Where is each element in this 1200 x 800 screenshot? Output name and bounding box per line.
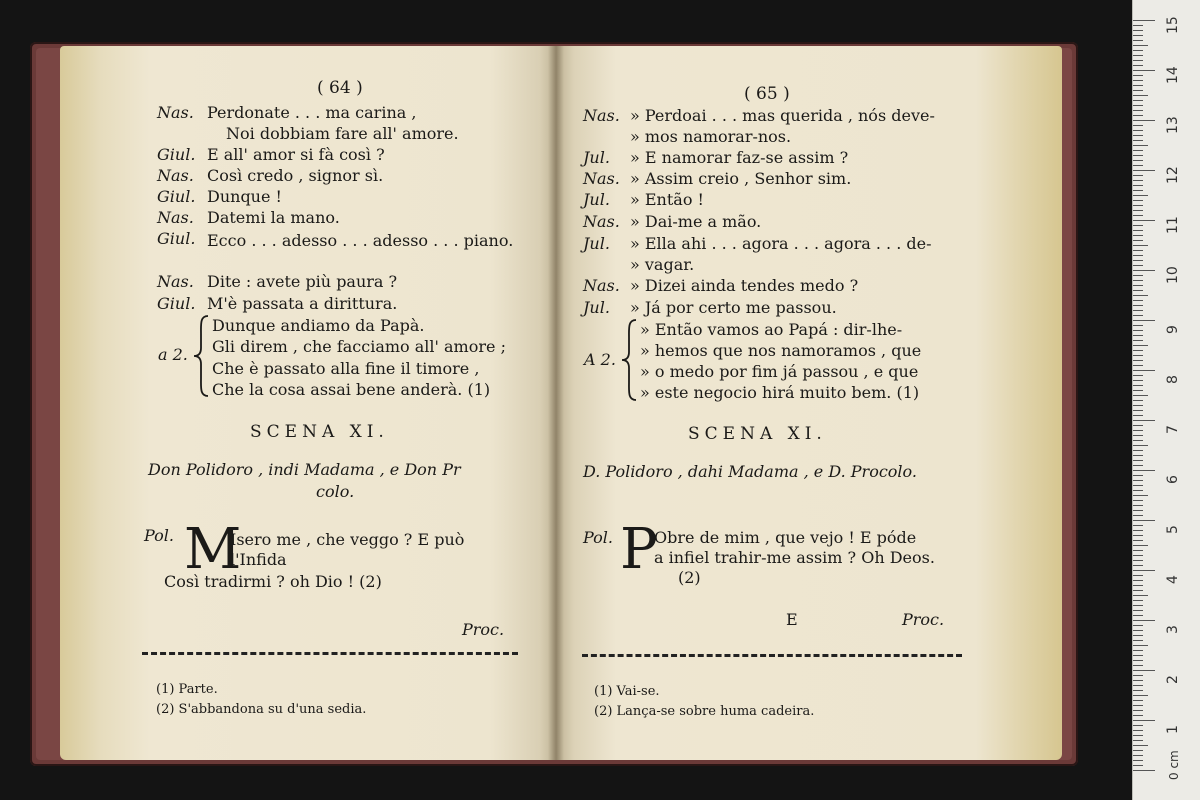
ruler-label: 5 — [1165, 525, 1181, 534]
ruler-tick — [1133, 40, 1143, 41]
ruler-tick — [1133, 390, 1143, 391]
ruler-tick — [1133, 640, 1143, 641]
ruler-tick — [1133, 535, 1143, 536]
speaker: Jul. — [583, 190, 610, 209]
verse-line: » vagar. — [630, 255, 695, 274]
footnote-rule — [582, 654, 962, 657]
ruler-tick — [1133, 185, 1143, 186]
ruler-tick — [1133, 320, 1155, 321]
ruler-label: 2 — [1165, 675, 1181, 684]
ruler-tick — [1133, 695, 1148, 696]
ruler-tick — [1133, 365, 1143, 366]
right-page — [556, 46, 1062, 760]
ruler-tick — [1133, 475, 1143, 476]
ruler-tick — [1133, 155, 1143, 156]
ruler-tick — [1133, 745, 1148, 746]
ruler-tick — [1133, 730, 1143, 731]
verse-line: Isero me , che veggo ? E può — [230, 530, 465, 549]
verse-line: Ecco . . . adesso . . . adesso . . . piano. — [207, 231, 514, 250]
speaker: Pol. — [583, 528, 613, 547]
ruler-tick — [1133, 450, 1143, 451]
ruler-tick — [1133, 85, 1143, 86]
ruler-tick — [1133, 220, 1155, 221]
verse-line: » Então ! — [630, 190, 704, 209]
ruler-tick — [1133, 630, 1143, 631]
verse-line: Noi dobbiam fare all' amore. — [226, 124, 459, 143]
ruler-tick — [1133, 685, 1143, 686]
ruler-tick — [1133, 525, 1143, 526]
curly-brace — [192, 314, 212, 398]
ruler-tick — [1133, 170, 1155, 171]
ruler-tick — [1133, 530, 1143, 531]
ruler-tick — [1133, 515, 1143, 516]
scene-heading: SCENA XI. — [688, 424, 827, 444]
ruler-tick — [1133, 400, 1143, 401]
ruler-tick — [1133, 230, 1143, 231]
ruler-tick — [1133, 585, 1143, 586]
speaker: Nas. — [583, 169, 620, 188]
ruler-tick — [1133, 550, 1143, 551]
ruler-label: 8 — [1165, 375, 1181, 384]
speaker: Nas. — [583, 106, 620, 125]
ruler-tick — [1133, 615, 1143, 616]
verse-line: Datemi la mano. — [207, 208, 340, 227]
ruler-tick — [1133, 340, 1143, 341]
ruler-tick — [1133, 655, 1143, 656]
ruler-tick — [1133, 555, 1143, 556]
left-page — [60, 46, 556, 760]
ruler-tick — [1133, 45, 1148, 46]
drop-cap: P — [620, 517, 658, 582]
ruler-tick — [1133, 470, 1155, 471]
a2-line: » o medo por fim já passou , e que — [640, 362, 919, 381]
verse-line: (2) — [678, 568, 701, 587]
ruler-label: 13 — [1165, 116, 1181, 134]
measuring-ruler — [1132, 0, 1200, 800]
ruler-tick — [1133, 505, 1143, 506]
speaker: Pol. — [144, 526, 174, 545]
ruler-label: 4 — [1165, 575, 1181, 584]
ruler-tick — [1133, 755, 1143, 756]
ruler-tick — [1133, 75, 1143, 76]
ruler-tick — [1133, 80, 1143, 81]
ruler-label: 6 — [1165, 475, 1181, 484]
ruler-tick — [1133, 95, 1148, 96]
ruler-unit: 0 cm — [1167, 750, 1181, 780]
ruler-tick — [1133, 295, 1148, 296]
ruler-tick — [1133, 540, 1143, 541]
ruler-label: 12 — [1165, 166, 1181, 184]
ruler-tick — [1133, 570, 1155, 571]
ruler-tick — [1133, 580, 1143, 581]
signature-mark: E — [786, 610, 798, 629]
speaker: Nas. — [157, 166, 194, 185]
speaker: Nas. — [583, 276, 620, 295]
footnote: (2) S'abbandona su d'una sedia. — [156, 702, 367, 717]
footnote: (1) Vai-se. — [594, 684, 660, 699]
ruler-tick — [1133, 160, 1143, 161]
ruler-tick — [1133, 35, 1143, 36]
ruler-tick — [1133, 665, 1143, 666]
ruler-label: 10 — [1165, 266, 1181, 284]
ruler-tick — [1133, 240, 1143, 241]
ruler-tick — [1133, 710, 1143, 711]
verse-line: l'Infida — [230, 550, 287, 569]
ruler-tick — [1133, 590, 1143, 591]
ruler-tick — [1133, 435, 1143, 436]
a2-label: A 2. — [584, 350, 616, 369]
ruler-tick — [1133, 125, 1143, 126]
ruler-tick — [1133, 20, 1155, 21]
verse-line: Dunque ! — [207, 187, 282, 206]
ruler-tick — [1133, 490, 1143, 491]
ruler-tick — [1133, 420, 1155, 421]
a2-label: a 2. — [158, 345, 188, 364]
ruler-tick — [1133, 375, 1143, 376]
speaker: Giul. — [157, 145, 196, 164]
ruler-tick — [1133, 740, 1143, 741]
scene-heading: SCENA XI. — [250, 422, 389, 442]
ruler-tick — [1133, 280, 1143, 281]
ruler-tick — [1133, 50, 1143, 51]
ruler-tick — [1133, 660, 1143, 661]
verse-line: Perdonate . . . ma carina , — [207, 103, 417, 122]
ruler-tick — [1133, 300, 1143, 301]
ruler-label: 15 — [1165, 16, 1181, 34]
ruler-tick — [1133, 325, 1143, 326]
ruler-tick — [1133, 455, 1143, 456]
ruler-tick — [1133, 510, 1143, 511]
verse-line: » Ella ahi . . . agora . . . agora . . . de- — [630, 234, 932, 253]
ruler-tick — [1133, 115, 1143, 116]
ruler-tick — [1133, 305, 1143, 306]
ruler-tick — [1133, 760, 1143, 761]
verse-line: » Dai-me a mão. — [630, 212, 762, 231]
ruler-tick — [1133, 735, 1143, 736]
stage-direction: Don Polidoro , indi Madama , e Don Pr — [148, 460, 461, 479]
ruler-tick — [1133, 135, 1143, 136]
ruler-tick — [1133, 250, 1143, 251]
ruler-tick — [1133, 645, 1148, 646]
speaker: Nas. — [583, 212, 620, 231]
ruler-tick — [1133, 425, 1143, 426]
verse-line: M'è passata a dirittura. — [207, 294, 398, 313]
verse-line: Dite : avete più paura ? — [207, 272, 398, 291]
ruler-tick — [1133, 690, 1143, 691]
footnote-rule — [142, 652, 518, 655]
ruler-tick — [1133, 600, 1143, 601]
ruler-label: 7 — [1165, 425, 1181, 434]
a2-line: » este negocio hirá muito bem. (1) — [640, 383, 920, 402]
ruler-tick — [1133, 715, 1143, 716]
ruler-tick — [1133, 175, 1143, 176]
a2-line: Gli direm , che facciamo all' amore ; — [212, 337, 506, 356]
ruler-tick — [1133, 410, 1143, 411]
ruler-tick — [1133, 255, 1143, 256]
verse-line: Così credo , signor sì. — [207, 166, 384, 185]
ruler-tick — [1133, 385, 1143, 386]
ruler-tick — [1133, 60, 1143, 61]
footnote: (2) Lança-se sobre huma cadeira. — [594, 704, 815, 719]
verse-line: E all' amor si fà così ? — [207, 145, 385, 164]
ruler-tick — [1133, 480, 1143, 481]
book-gutter — [548, 46, 564, 760]
ruler-tick — [1133, 355, 1143, 356]
a2-line: » Então vamos ao Papá : dir-lhe- — [640, 320, 903, 339]
speaker: Giul. — [157, 229, 196, 248]
verse-line: Obre de mim , que vejo ! E póde — [654, 528, 917, 547]
verse-line: » E namorar faz-se assim ? — [630, 148, 849, 167]
ruler-tick — [1133, 225, 1143, 226]
ruler-tick — [1133, 635, 1143, 636]
ruler-tick — [1133, 500, 1143, 501]
ruler-tick — [1133, 285, 1143, 286]
ruler-tick — [1133, 195, 1148, 196]
ruler-tick — [1133, 350, 1143, 351]
speaker: Giul. — [157, 187, 196, 206]
ruler-label: 14 — [1165, 66, 1181, 84]
ruler-tick — [1133, 180, 1143, 181]
ruler-tick — [1133, 310, 1143, 311]
ruler-tick — [1133, 190, 1143, 191]
ruler-tick — [1133, 675, 1143, 676]
ruler-label: 3 — [1165, 625, 1181, 634]
ruler-tick — [1133, 235, 1143, 236]
ruler-tick — [1133, 395, 1148, 396]
ruler-tick — [1133, 335, 1143, 336]
ruler-tick — [1133, 55, 1143, 56]
ruler-tick — [1133, 380, 1143, 381]
footnote: (1) Parte. — [156, 682, 218, 697]
ruler-tick — [1133, 145, 1148, 146]
speaker: Nas. — [157, 103, 194, 122]
ruler-tick — [1133, 105, 1143, 106]
stage-direction: colo. — [316, 482, 355, 501]
ruler-tick — [1133, 405, 1143, 406]
ruler-tick — [1133, 205, 1143, 206]
ruler-tick — [1133, 575, 1143, 576]
curly-brace — [620, 318, 640, 402]
ruler-tick — [1133, 460, 1143, 461]
ruler-tick — [1133, 495, 1148, 496]
ruler-tick — [1133, 430, 1143, 431]
verse-line: » mos namorar-nos. — [630, 127, 792, 146]
ruler-tick — [1133, 620, 1155, 621]
ruler-tick — [1133, 315, 1143, 316]
ruler-tick — [1133, 765, 1143, 766]
a2-line: Che è passato alla fine il timore , — [212, 359, 480, 378]
ruler-tick — [1133, 165, 1143, 166]
ruler-tick — [1133, 465, 1143, 466]
speaker: Nas. — [157, 272, 194, 291]
ruler-tick — [1133, 120, 1155, 121]
ruler-tick — [1133, 650, 1143, 651]
ruler-label: 1 — [1165, 725, 1181, 734]
ruler-tick — [1133, 215, 1143, 216]
verse-line: » Assim creio , Senhor sim. — [630, 169, 852, 188]
ruler-tick — [1133, 140, 1143, 141]
ruler-label: 11 — [1165, 216, 1181, 234]
ruler-tick — [1133, 345, 1148, 346]
speaker: Jul. — [583, 234, 610, 253]
ruler-tick — [1133, 560, 1143, 561]
speaker: Jul. — [583, 298, 610, 317]
ruler-tick — [1133, 725, 1143, 726]
ruler-tick — [1133, 415, 1143, 416]
ruler-tick — [1133, 100, 1143, 101]
ruler-tick — [1133, 370, 1155, 371]
speaker: Giul. — [157, 294, 196, 313]
ruler-tick — [1133, 70, 1155, 71]
ruler-tick — [1133, 565, 1143, 566]
ruler-tick — [1133, 440, 1143, 441]
ruler-tick — [1133, 275, 1143, 276]
ruler-tick — [1133, 595, 1148, 596]
ruler-tick — [1133, 625, 1143, 626]
a2-line: Che la cosa assai bene anderà. (1) — [212, 380, 491, 399]
ruler-tick — [1133, 265, 1143, 266]
page-number: ( 64 ) — [317, 78, 363, 98]
speaker: Nas. — [157, 208, 194, 227]
ruler-tick — [1133, 150, 1143, 151]
ruler-tick — [1133, 750, 1143, 751]
verse-line: » Perdoai . . . mas querida , nós deve- — [630, 106, 935, 125]
verse-line: » Dizei ainda tendes medo ? — [630, 276, 859, 295]
ruler-tick — [1133, 330, 1143, 331]
ruler-label: 9 — [1165, 325, 1181, 334]
ruler-tick — [1133, 90, 1143, 91]
ruler-tick — [1133, 110, 1143, 111]
ruler-tick — [1133, 720, 1155, 721]
stage-direction: D. Polidoro , dahi Madama , e D. Procolo. — [583, 462, 917, 481]
ruler-tick — [1133, 360, 1143, 361]
ruler-tick — [1133, 610, 1143, 611]
ruler-tick — [1133, 290, 1143, 291]
a2-line: Dunque andiamo da Papà. — [212, 316, 425, 335]
verse-line: a infiel trahir-me assim ? Oh Deos. — [654, 548, 935, 567]
ruler-tick — [1133, 210, 1143, 211]
verse-line: Così tradirmi ? oh Dio ! (2) — [164, 572, 382, 591]
catchword: Proc. — [902, 610, 945, 629]
ruler-tick — [1133, 705, 1143, 706]
ruler-tick — [1133, 605, 1143, 606]
ruler-tick — [1133, 260, 1143, 261]
ruler-tick — [1133, 445, 1148, 446]
page-number: ( 65 ) — [744, 84, 790, 104]
ruler-tick — [1133, 700, 1143, 701]
ruler-tick — [1133, 770, 1155, 771]
ruler-tick — [1133, 65, 1143, 66]
ruler-tick — [1133, 25, 1143, 26]
ruler-tick — [1133, 130, 1143, 131]
verse-line: » Já por certo me passou. — [630, 298, 837, 317]
drop-cap: M — [184, 517, 242, 582]
a2-line: » hemos que nos namoramos , que — [640, 341, 922, 360]
ruler-tick — [1133, 520, 1155, 521]
ruler-tick — [1133, 545, 1148, 546]
ruler-tick — [1133, 200, 1143, 201]
catchword: Proc. — [462, 620, 505, 639]
ruler-tick — [1133, 270, 1155, 271]
ruler-tick — [1133, 30, 1143, 31]
speaker: Jul. — [583, 148, 610, 167]
ruler-tick — [1133, 670, 1155, 671]
ruler-tick — [1133, 245, 1148, 246]
ruler-tick — [1133, 680, 1143, 681]
ruler-tick — [1133, 485, 1143, 486]
